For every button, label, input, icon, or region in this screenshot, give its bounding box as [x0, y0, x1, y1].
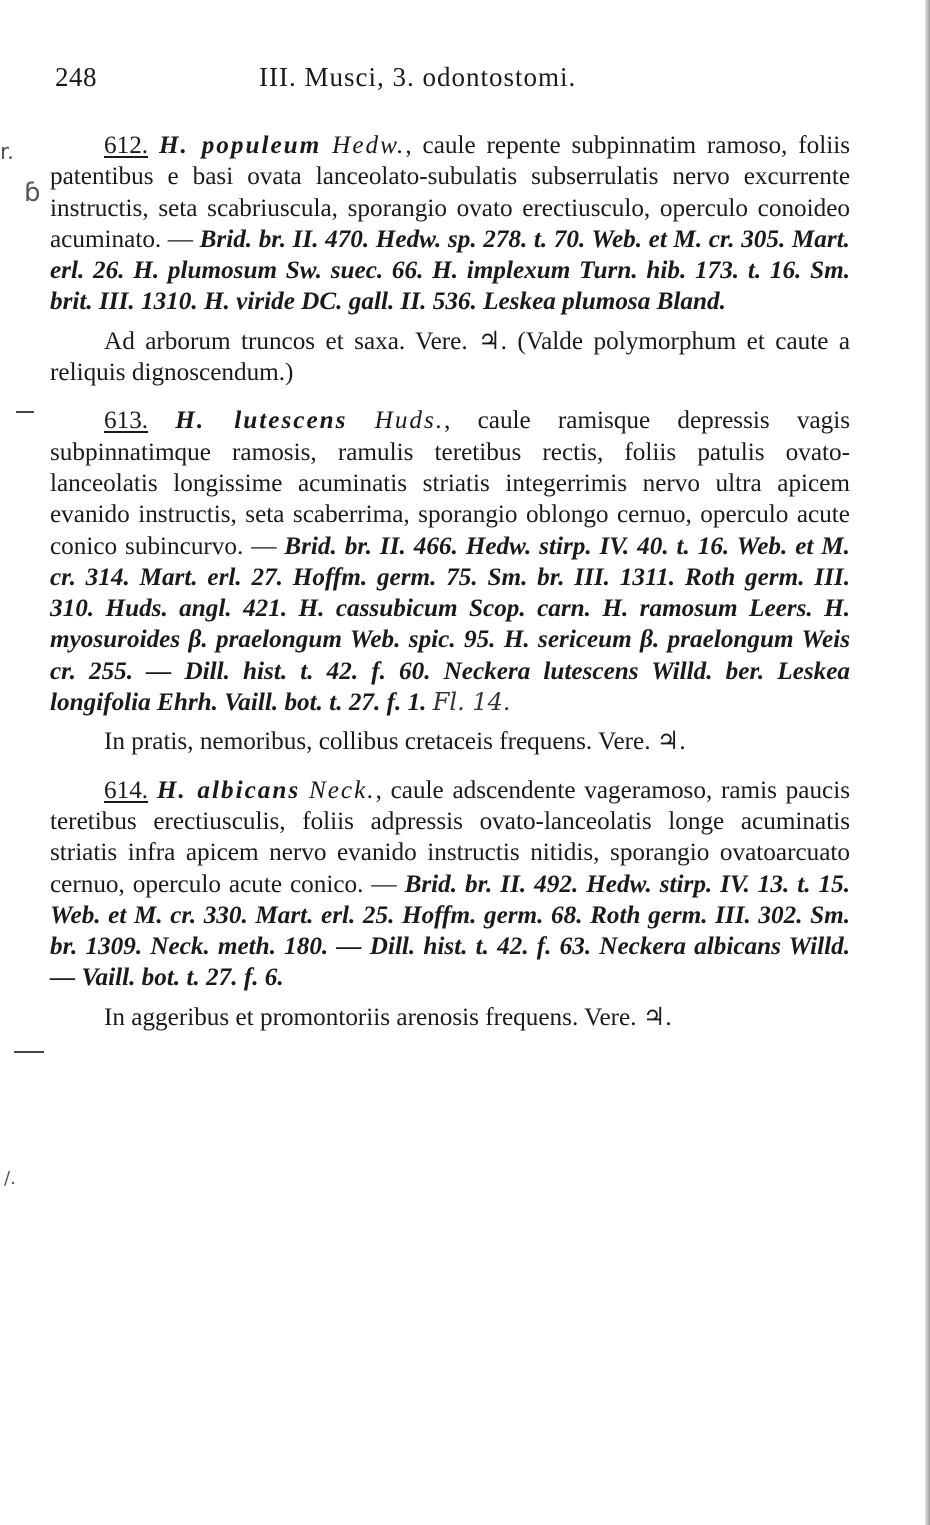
- habitat-text: In aggeribus et promontoriis arenosis frequens. Vere. ♃.: [104, 1003, 672, 1031]
- running-title: III. Musci, 3. odontostomi.: [259, 62, 577, 92]
- entry-613: [50, 405, 850, 757]
- species-author: Neck.: [308, 776, 376, 804]
- species-references: Brid. br. II. 492. Hedw. stirp. IV. 13. t. 15. Web. et M. cr. 330. Mart. erl. 25. Hoffm. germ. 68. Roth germ. III. 302. Sm. br. 1309. Neck. meth. 180. — Dill. hist. t. 42. f. 63. Neckera albicans Willd. — Vaill. bot. t. 27. f. 6.: [50, 870, 851, 992]
- handwritten-note: Fl. 14.: [432, 688, 511, 717]
- margin-mark-b: ɓ: [24, 178, 41, 208]
- running-head: [55, 62, 845, 102]
- entry-613-paragraph: [50, 405, 850, 718]
- scan-edge: [925, 0, 930, 1525]
- margin-mark-lower: /.: [4, 1168, 16, 1189]
- species-description: , caule repente subpinnatim ramoso, foliis patentibus e basi ovata lanceolato-subulatis subserrulatis nervo excurrente instructis, seta scabriuscula, sporangio ovato erectiusculo, operculo conoideo acuminato. —: [50, 132, 851, 253]
- species-author: Huds.: [374, 407, 445, 435]
- margin-mark-top: r.: [0, 140, 15, 165]
- species-name: H. lutescens: [175, 407, 348, 435]
- habitat-text: In pratis, nemoribus, collibus cretaceis frequens. Vere. ♃.: [104, 728, 686, 756]
- entry-612-paragraph: [50, 130, 850, 318]
- entry-number: 613.: [104, 407, 149, 435]
- entry-number: 614.: [104, 776, 149, 804]
- body-text: [50, 130, 850, 1033]
- habitat-text: Ad arborum truncos et saxa. Vere. ♃. (Valde polymorphum et caute a reliquis dignoscendum.): [50, 327, 850, 387]
- species-description: , caule adscendente vageramoso, ramis paucis teretibus erectiusculis, foliis adpressis ovato-lanceolatis longe acuminatis striatis infra apicem nervo evanido instructis nitidis, sporangio ovatoarcuato cernuo, operculo acute conico. —: [50, 776, 851, 898]
- species-references: Brid. br. II. 470. Hedw. sp. 278. t. 70. Web. et M. cr. 305. Mart. erl. 26. H. plumosum Sw. suec. 66. H. implexum Turn. hib. 173. t. 16. Sm. brit. III. 1310. H. viride DC. gall. II. 536. Leskea plumosa Bland.: [50, 225, 850, 316]
- margin-dash-1: [16, 411, 34, 413]
- entry-614-paragraph: [50, 775, 850, 994]
- species-name: H. populeum: [158, 132, 322, 159]
- species-author: Hedw.: [332, 132, 406, 159]
- species-description: , caule ramisque depressis vagis subpinnatimque ramosis, ramulis teretibus rectis, foliis patulis ovato-lanceolatis longissime acuminatis striatis integerrimis nervo ultra apicem evanido instructis, seta scaberrima, sporangio oblongo cernuo, operculo acute conico subincurvo. —: [50, 407, 851, 560]
- page-number: 248: [55, 62, 97, 92]
- species-references: Brid. br. II. 466. Hedw. stirp. IV. 40. t. 16. Web. et M. cr. 314. Mart. erl. 27. Hoffm. germ. 75. Sm. br. III. 1311. Roth germ. III. 310. Huds. angl. 421. H. cassubicum Scop. carn. H. ramosum Leers. H. myosuroides β. praelongum Web. spic. 95. H. sericeum β. praelongum Weis cr. 255. — Dill. hist. t. 42. f. 60. Neckera lutescens Willd. ber. Leskea longifolia Ehrh. Vaill. bot. t. 27. f. 1.: [50, 532, 850, 717]
- entry-614: [50, 775, 850, 1033]
- entry-number: 612.: [104, 132, 149, 159]
- species-name: H. albicans: [156, 776, 301, 804]
- entry-612: [50, 130, 850, 388]
- margin-dash-2: [14, 1051, 44, 1053]
